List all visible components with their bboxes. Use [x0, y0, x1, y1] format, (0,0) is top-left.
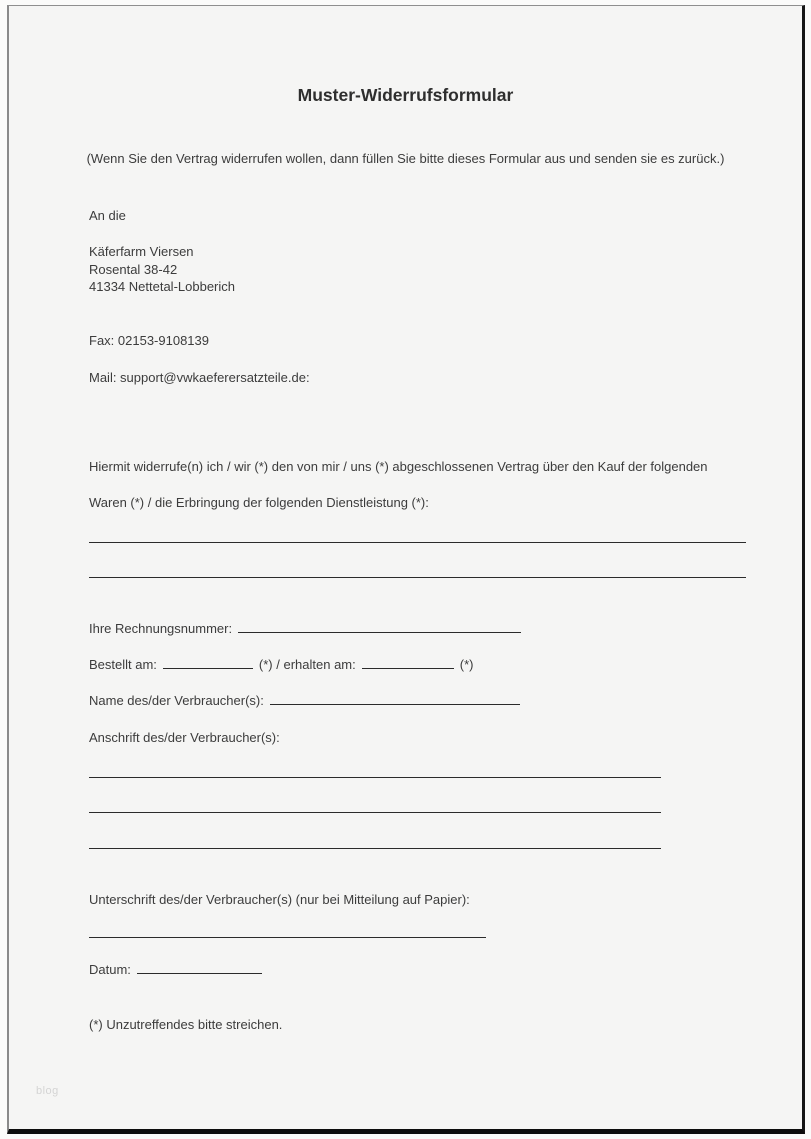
blog-watermark: blog — [36, 1085, 59, 1097]
goods-blank-line-2 — [89, 577, 746, 578]
recipient-city: 41334 Nettetal-Lobberich — [89, 279, 235, 294]
recipient-street: Rosental 38-42 — [89, 261, 178, 277]
asterisk-note: (*) — [459, 657, 474, 672]
date-blank — [137, 961, 262, 974]
date-label: Datum: — [89, 962, 131, 977]
invoice-number-blank — [238, 620, 521, 633]
consumer-address-label: Anschrift des/der Verbraucher(s): — [89, 730, 280, 745]
received-date-blank — [362, 656, 454, 669]
form-instructions: (Wenn Sie den Vertrag widerrufen wollen, dann füllen Sie bitte dieses Formular aus und senden sie es zurück.) — [86, 151, 725, 166]
signature-blank-line — [89, 937, 486, 938]
consumer-name-blank — [270, 692, 520, 705]
declaration-line2: Waren (*) / die Erbringung der folgenden Dienstleistung (*): — [89, 495, 429, 510]
goods-blank-line-1 — [89, 542, 746, 543]
fax-line: Fax: 02153-9108139 — [89, 333, 209, 348]
declaration-line1: Hiermit widerrufe(n) ich / wir (*) den von mir / uns (*) abgeschlossenen Vertrag über den Kauf der folgenden — [89, 459, 708, 474]
consumer-name-label: Name des/der Verbraucher(s): — [89, 693, 264, 708]
recipient-address — [89, 243, 235, 296]
ordered-label: Bestellt am: — [89, 657, 157, 672]
signature-label: Unterschrift des/der Verbraucher(s) (nur bei Mitteilung auf Papier): — [89, 892, 470, 907]
page-title: Muster-Widerrufsformular — [297, 85, 514, 105]
recipient-name: Käferfarm Viersen — [89, 244, 194, 259]
invoice-number-label: Ihre Rechnungsnummer: — [89, 621, 233, 636]
invoice-number-field — [89, 620, 521, 637]
address-blank-line-2 — [89, 812, 661, 813]
form-page — [7, 5, 805, 1134]
address-blank-line-1 — [89, 777, 661, 778]
consumer-name-field — [89, 692, 520, 709]
address-blank-line-3 — [89, 848, 661, 849]
mail-line: Mail: support@vwkaeferersatzteile.de: — [89, 370, 310, 385]
order-dates-field — [89, 656, 473, 673]
date-field — [89, 961, 262, 978]
ordered-date-blank — [163, 656, 253, 669]
footnote: (*) Unzutreffendes bitte streichen. — [89, 1017, 283, 1032]
received-label: (*) / erhalten am: — [258, 657, 356, 672]
recipient-intro: An die — [89, 208, 126, 223]
